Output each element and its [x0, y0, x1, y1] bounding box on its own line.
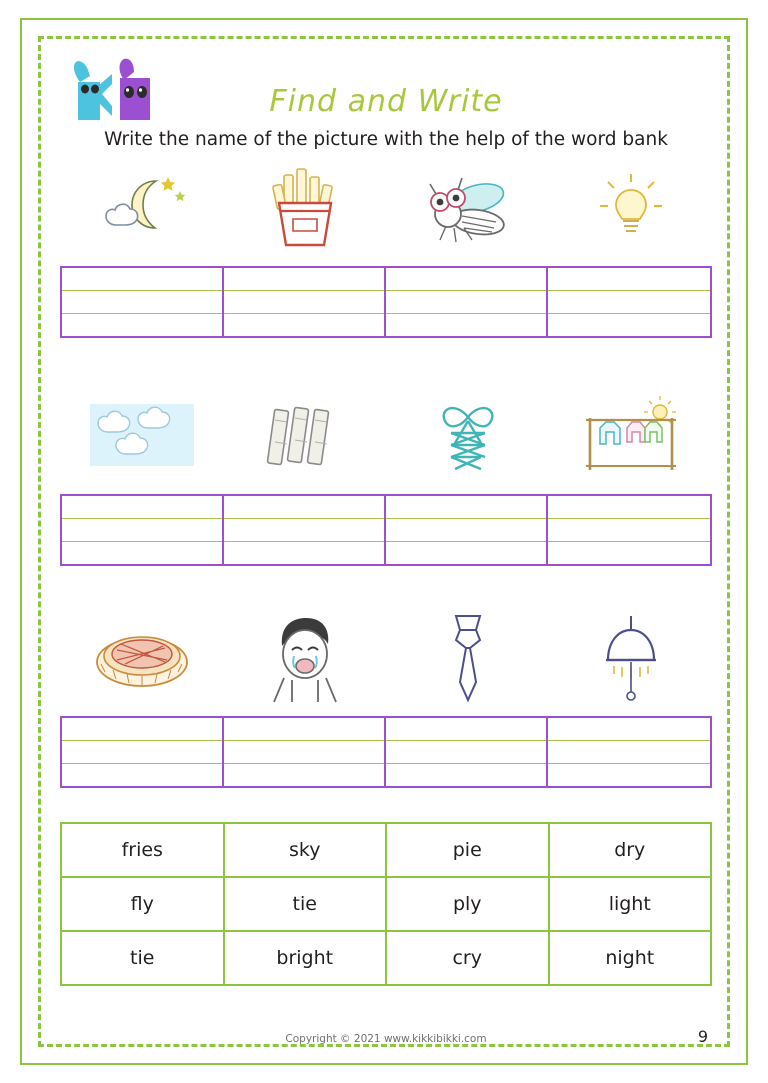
word-bank-cell[interactable]: sky — [224, 823, 387, 877]
answer-cell[interactable] — [548, 268, 710, 336]
bright-lamp-icon — [588, 612, 674, 704]
kikkibikki-logo-icon — [68, 52, 164, 130]
page-title: Find and Write — [269, 84, 503, 119]
word-bank-cell[interactable]: night — [549, 931, 712, 985]
picture-row-2 — [60, 384, 712, 488]
light-bulb-icon — [596, 168, 666, 248]
word-bank-cell[interactable]: pie — [386, 823, 549, 877]
answer-grid-row-2 — [60, 494, 712, 566]
picture-cell — [223, 156, 386, 260]
page-footer — [60, 1027, 712, 1055]
fly-insect-icon — [418, 164, 518, 252]
fries-icon — [259, 163, 351, 253]
picture-cell — [386, 384, 549, 488]
picture-cell — [386, 156, 549, 260]
spacer — [60, 566, 712, 606]
answer-cell[interactable] — [62, 496, 224, 564]
picture-cell — [223, 606, 386, 710]
copyright-text: Copyright © 2021 www.kikkibikki.com — [285, 1033, 487, 1045]
picture-cell — [386, 606, 549, 710]
clothesline-dry-icon — [576, 396, 686, 476]
sky-clouds-icon — [86, 398, 198, 474]
word-bank-cell[interactable]: cry — [386, 931, 549, 985]
answer-cell[interactable] — [224, 496, 386, 564]
answer-cell[interactable] — [386, 268, 548, 336]
picture-cell — [60, 606, 223, 710]
moon-stars-icon — [92, 165, 192, 251]
answer-cell[interactable] — [224, 268, 386, 336]
table-row — [61, 877, 711, 931]
word-bank-cell[interactable]: fries — [61, 823, 224, 877]
answer-cell[interactable] — [386, 496, 548, 564]
picture-cell — [60, 384, 223, 488]
picture-cell — [549, 384, 712, 488]
crying-boy-icon — [262, 612, 348, 704]
answer-cell[interactable] — [386, 718, 548, 786]
page-number: 9 — [697, 1027, 708, 1046]
picture-cell — [60, 156, 223, 260]
pie-icon — [87, 620, 197, 696]
answer-grid-row-1 — [60, 266, 712, 338]
instructions-text: Write the name of the picture with the help of the word bank — [104, 129, 668, 150]
word-bank-table — [60, 822, 712, 986]
table-row — [61, 823, 711, 877]
table-row — [61, 931, 711, 985]
word-bank-cell[interactable]: ply — [386, 877, 549, 931]
necktie-icon — [436, 612, 500, 704]
answer-cell[interactable] — [62, 718, 224, 786]
picture-row-1 — [60, 156, 712, 260]
picture-cell — [223, 384, 386, 488]
picture-cell — [549, 606, 712, 710]
answer-grid-row-3 — [60, 716, 712, 788]
word-bank-cell[interactable]: tie — [61, 931, 224, 985]
word-bank-cell[interactable]: light — [549, 877, 712, 931]
page-content — [60, 48, 712, 1031]
shoelace-tie-icon — [425, 391, 511, 481]
word-bank-cell[interactable]: bright — [224, 931, 387, 985]
word-bank-cell[interactable]: tie — [224, 877, 387, 931]
plywood-boards-icon — [255, 398, 355, 474]
word-bank-cell[interactable]: fly — [61, 877, 224, 931]
answer-cell[interactable] — [548, 496, 710, 564]
answer-cell[interactable] — [62, 268, 224, 336]
word-bank-cell[interactable]: dry — [549, 823, 712, 877]
worksheet-header — [60, 48, 712, 156]
picture-cell — [549, 156, 712, 260]
answer-cell[interactable] — [548, 718, 710, 786]
spacer — [60, 338, 712, 384]
answer-cell[interactable] — [224, 718, 386, 786]
picture-row-3 — [60, 606, 712, 710]
